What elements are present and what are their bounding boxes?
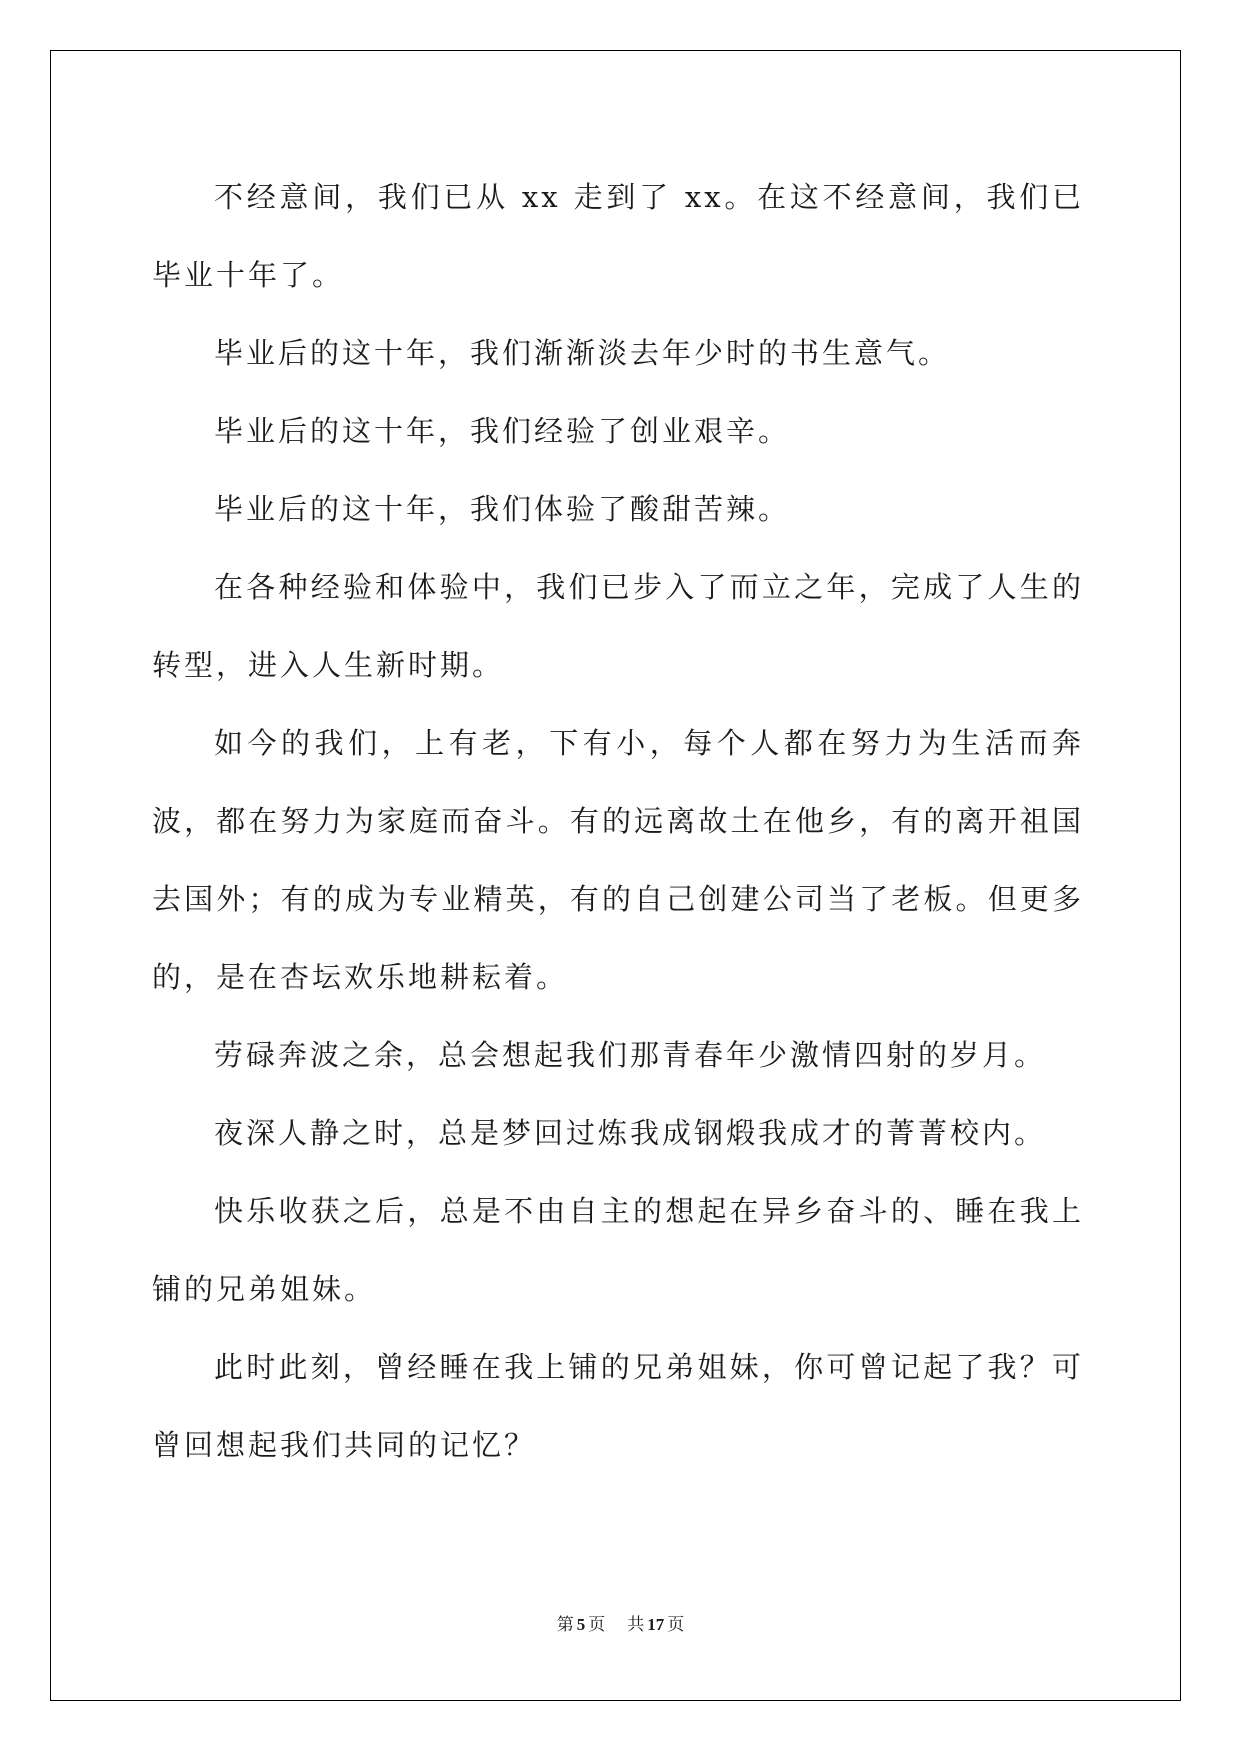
paragraph: 夜深人静之时，总是梦回过炼我成钢煅我成才的菁菁校内。 — [214, 1116, 1047, 1150]
footer-prefix: 第 — [556, 1615, 574, 1634]
total-pages-number: 17 — [647, 1615, 665, 1634]
footer-page-suffix: 页 — [588, 1615, 606, 1634]
document-body — [152, 158, 1084, 1484]
page-footer — [0, 1610, 1241, 1635]
paragraph: 毕业后的这十年，我们体验了酸甜苦辣。 — [214, 492, 791, 526]
footer-total-prefix: 共 — [627, 1615, 645, 1634]
paragraph: 毕业后的这十年，我们经验了创业艰辛。 — [214, 414, 791, 448]
paragraph: 在各种经验和体验中，我们已步入了而立之年，完成了人生的转型，进入人生新时期。 — [152, 570, 1084, 682]
current-page-number: 5 — [576, 1615, 586, 1634]
paragraph: 如今的我们，上有老，下有小，每个人都在努力为生活而奔波，都在努力为家庭而奋斗。有的远离故土在他乡，有的离开祖国去国外；有的成为专业精英，有的自己创建公司当了老板。但更多的，是在杏坛欢乐地耕耘着。 — [152, 726, 1084, 994]
paragraph: 劳碌奔波之余，总会想起我们那青春年少激情四射的岁月。 — [214, 1038, 1047, 1072]
paragraph: 不经意间，我们已从 xx 走到了 xx。在这不经意间，我们已毕业十年了。 — [152, 180, 1084, 292]
paragraph: 毕业后的这十年，我们渐渐淡去年少时的书生意气。 — [214, 336, 951, 370]
footer-total-suffix: 页 — [667, 1615, 685, 1634]
paragraph: 此时此刻，曾经睡在我上铺的兄弟姐妹，你可曾记起了我？可曾回想起我们共同的记忆？ — [152, 1350, 1084, 1462]
paragraph: 快乐收获之后，总是不由自主的想起在异乡奋斗的、睡在我上铺的兄弟姐妹。 — [152, 1194, 1084, 1306]
